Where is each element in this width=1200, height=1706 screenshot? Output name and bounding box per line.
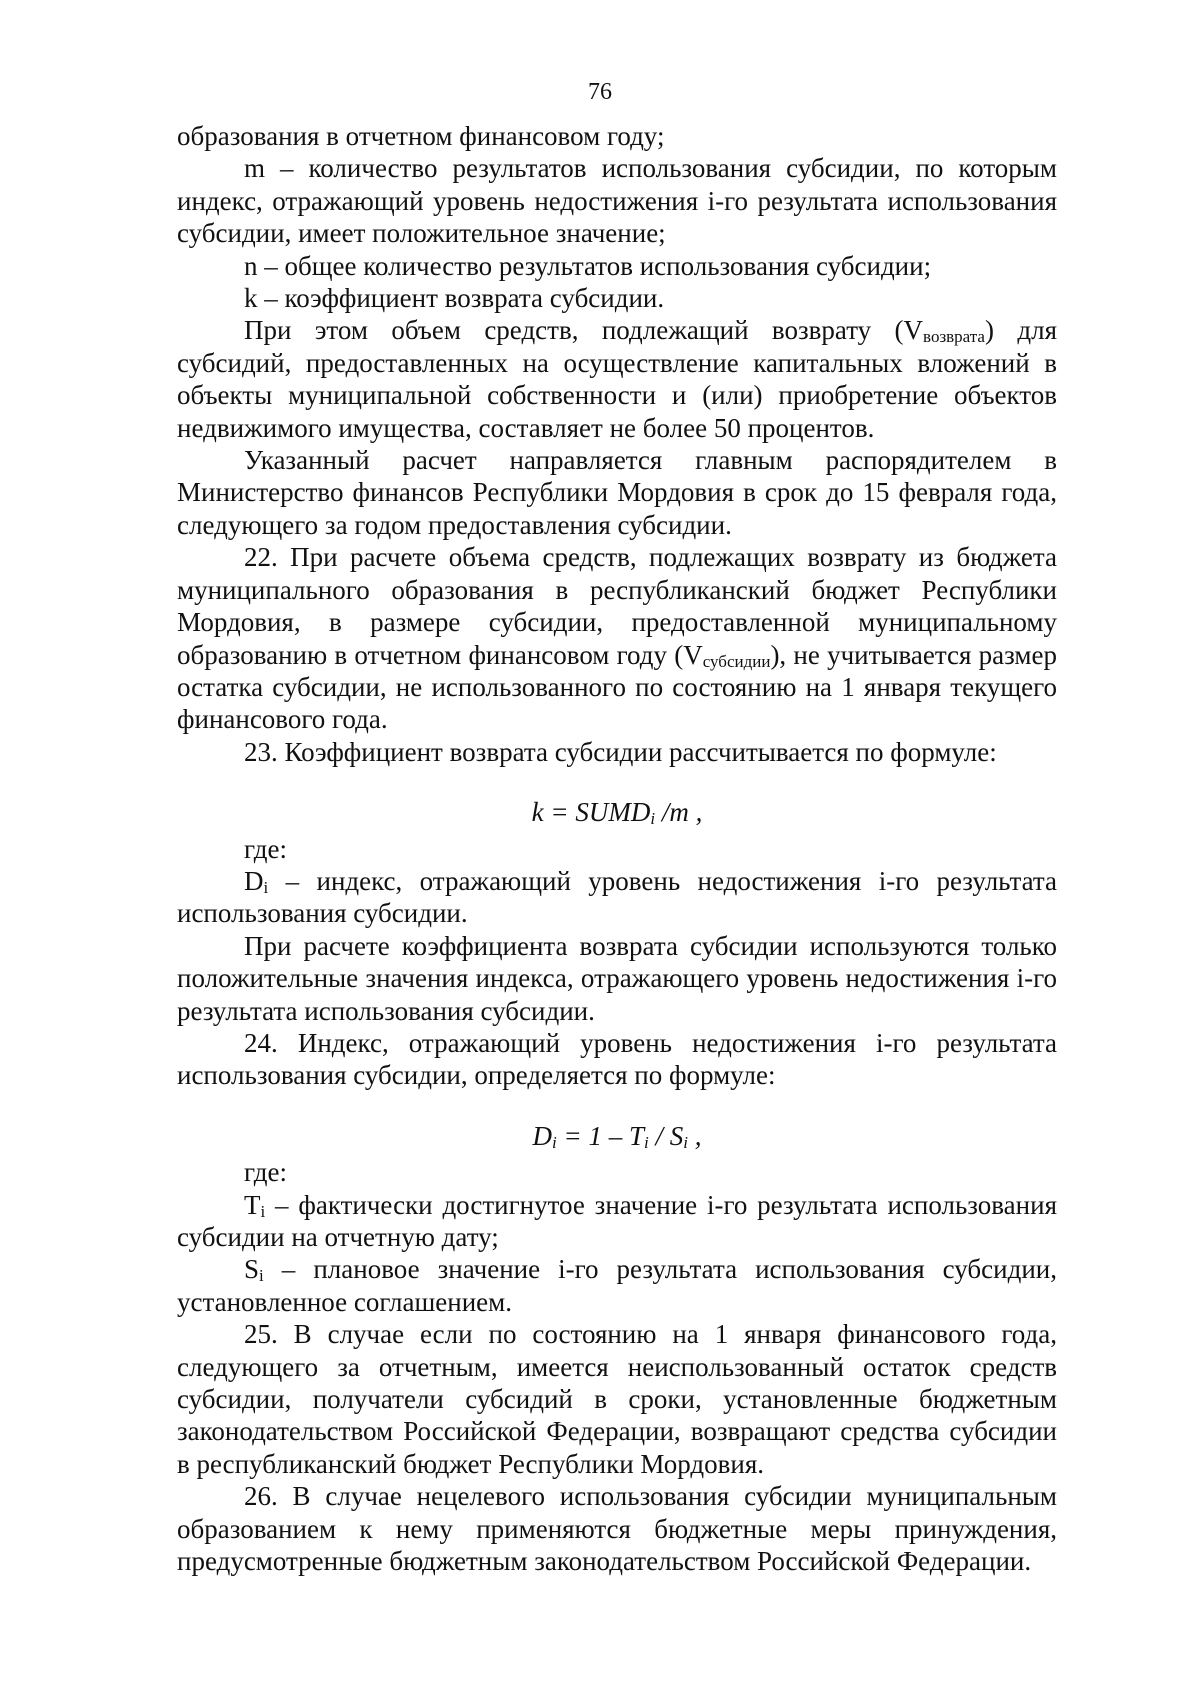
formula-k: $k = SUMD_i$ /m ,	[531, 797, 703, 829]
paragraph-positive-values: При расчете коэффициента возврата субсидии используются только положительные значения индекса, отражающего уровень недостижения i-го результата использования субсидии.	[177, 930, 1057, 1026]
where-label-2: где:	[244, 1157, 287, 1188]
definition-m: m – количество результатов использования субсидии, по которым индекс, отражающий уровень недостижения i-го результата использования субсидии, имеет положительное значение;	[177, 153, 1057, 249]
clause-22: 22. При расчете объема средств, подлежащих возврату из бюджета муниципального образования в республиканский бюджет Республики Мордовия, в размере субсидии, предоставленной муниципальному образованию в отчетном финансовом году $(V_{субсидии})$, не учитывается размер остатка субсидии, не использованного по состоянию на 1 января текущего финансового года.	[177, 542, 1058, 735]
paragraph-return-volume: При этом объем средств, подлежащий возврату $(V_{возврата})$ для субсидий, предоставленных на осуществление капитальных вложений в объекты муниципальной собственности и (или) приобретение объектов недвижимого имущества, составляет не более 50 процентов.	[177, 315, 1057, 443]
page-number: 76	[588, 79, 612, 105]
document-body	[177, 120, 1057, 1577]
definition-di: $D_i$ – индекс, отражающий уровень недостижения i-го результата использования субсидии.	[177, 865, 1057, 929]
clause-23: 23. Коэффициент возврата субсидии рассчитывается по формуле:	[244, 736, 997, 767]
definition-n: n – общее количество результатов использования субсидии;	[244, 250, 932, 281]
definition-ti: $T_i$ – фактически достигнутое значение i-го результата использования субсидии на отчетную дату;	[177, 1189, 1057, 1252]
definition-k: k – коэффициент возврата субсидии.	[244, 283, 665, 314]
paragraph-continuation: образования в отчетном финансовом году;	[177, 121, 665, 151]
paragraph-calculation-sent: Указанный расчет направляется главным распорядителем в Министерство финансов Республики Мордовия в срок до 15 февраля года, следующего за годом предоставления субсидии.	[177, 445, 1057, 540]
clause-24: 24. Индекс, отражающий уровень недостижения i-го результата использования субсидии, определяется по формуле:	[177, 1027, 1057, 1091]
clause-26: 26. В случае нецелевого использования субсидии муниципальным образованием к нему применяются бюджетные меры принуждения, предусмотренные бюджетным законодательством Российской Федерации.	[177, 1481, 1057, 1577]
clause-25: 25. В случае если по состоянию на 1 января финансового года, следующего за отчетным, имеется неиспользованный остаток средств субсидии, получатели субсидий в сроки, установленные бюджетным законодательством Российской Федерации, возвращают средства субсидии в республиканский бюджет Республики Мордовия.	[177, 1319, 1057, 1479]
definition-si: $S_i$ – плановое значение i-го результата использования субсидии, установленное соглашением.	[177, 1254, 1057, 1317]
formula-di: $D_i = 1 - T_i / S_i$ ,	[532, 1120, 702, 1152]
where-label-1: где:	[244, 833, 287, 864]
